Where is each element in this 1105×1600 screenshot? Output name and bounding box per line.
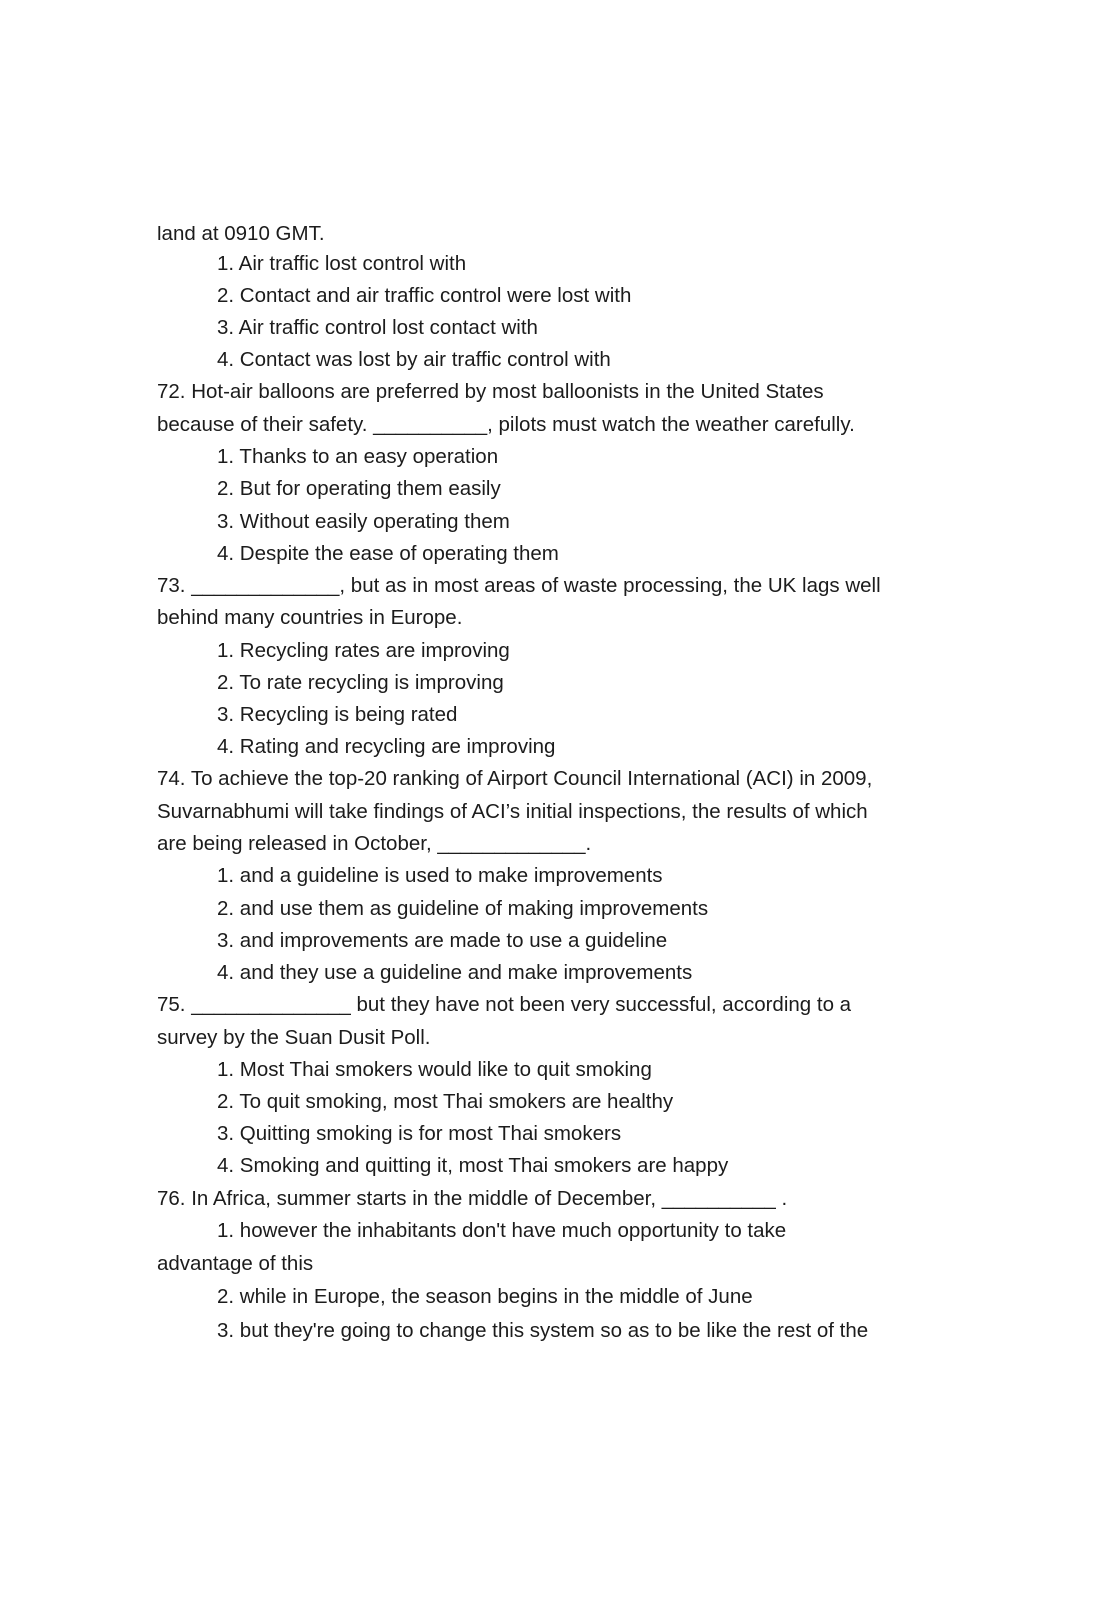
q75-option-4: 4. Smoking and quitting it, most Thai smokers are happy xyxy=(217,1154,729,1177)
q73-stem-line-1: 73. _____________, but as in most areas of waste processing, the UK lags well xyxy=(157,574,881,597)
q73-option-3: 3. Recycling is being rated xyxy=(217,703,458,726)
q73-option-1: 1. Recycling rates are improving xyxy=(217,639,510,662)
q76-option-2: 2. while in Europe, the season begins in the middle of June xyxy=(217,1285,753,1308)
q76-option-3: 3. but they're going to change this system so as to be like the rest of the xyxy=(217,1319,869,1342)
q71-option-2: 2. Contact and air traffic control were lost with xyxy=(217,284,632,307)
q75-option-3: 3. Quitting smoking is for most Thai smokers xyxy=(217,1122,622,1145)
q72-stem-line-2: because of their safety. __________, pilots must watch the weather carefully. xyxy=(157,413,855,436)
q72-option-3: 3. Without easily operating them xyxy=(217,510,510,533)
q75-option-1: 1. Most Thai smokers would like to quit smoking xyxy=(217,1058,652,1081)
q75-stem-line-2: survey by the Suan Dusit Poll. xyxy=(157,1026,431,1049)
q73-option-4: 4. Rating and recycling are improving xyxy=(217,735,556,758)
q74-option-3: 3. and improvements are made to use a guideline xyxy=(217,929,668,952)
q73-option-2: 2. To rate recycling is improving xyxy=(217,671,504,694)
q75-option-2: 2. To quit smoking, most Thai smokers are healthy xyxy=(217,1090,674,1113)
q75-stem-line-1: 75. ______________ but they have not been very successful, according to a xyxy=(157,993,852,1016)
q74-stem-line-2: Suvarnabhumi will take findings of ACI’s initial inspections, the results of which xyxy=(157,800,868,823)
q74-stem-line-1: 74. To achieve the top-20 ranking of Airport Council International (ACI) in 2009, xyxy=(157,767,873,790)
q74-stem-line-3: are being released in October, _____________. xyxy=(157,832,592,855)
q73-stem-line-2: behind many countries in Europe. xyxy=(157,606,463,629)
q76-option-1-line-2: advantage of this xyxy=(157,1252,314,1275)
q74-option-1: 1. and a guideline is used to make improvements xyxy=(217,864,663,887)
q72-option-2: 2. But for operating them easily xyxy=(217,477,501,500)
q71-option-4: 4. Contact was lost by air traffic control with xyxy=(217,348,611,371)
cut-off-text-line: land at 0910 GMT. xyxy=(157,226,325,240)
q71-option-3: 3. Air traffic control lost contact with xyxy=(217,316,538,339)
q76-stem-line-1: 76. In Africa, summer starts in the middle of December, __________ . xyxy=(157,1187,788,1210)
q74-option-4: 4. and they use a guideline and make improvements xyxy=(217,961,693,984)
q72-stem-line-1: 72. Hot-air balloons are preferred by most balloonists in the United States xyxy=(157,380,824,403)
q76-option-1-line-1: 1. however the inhabitants don't have much opportunity to take xyxy=(217,1219,787,1242)
q72-option-4: 4. Despite the ease of operating them xyxy=(217,542,559,565)
q74-option-2: 2. and use them as guideline of making improvements xyxy=(217,897,709,920)
q72-option-1: 1. Thanks to an easy operation xyxy=(217,445,499,468)
q71-option-1: 1. Air traffic lost control with xyxy=(217,252,467,275)
